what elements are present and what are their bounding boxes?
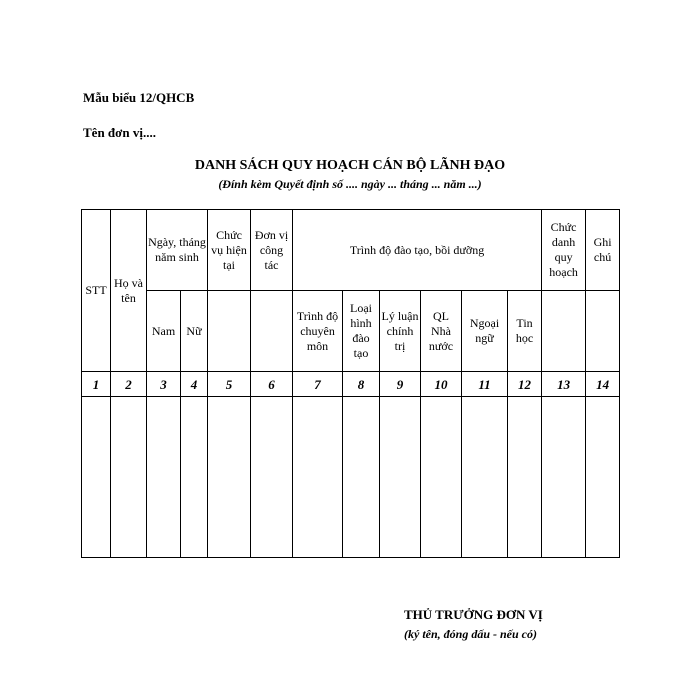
header-training-type: Loại hình đào tạo: [343, 291, 380, 372]
header-it: Tin học: [508, 291, 542, 372]
column-number: 1: [82, 372, 111, 397]
header-dob-female: Nữ: [181, 291, 208, 372]
data-cell[interactable]: [251, 397, 293, 558]
header-state-management: QL Nhà nước: [421, 291, 462, 372]
data-cell[interactable]: [343, 397, 380, 558]
header-stt: STT: [82, 210, 111, 372]
header-foreign-language: Ngoại ngữ: [462, 291, 508, 372]
data-cell[interactable]: [462, 397, 508, 558]
column-number: 2: [111, 372, 147, 397]
header-name: Họ và tên: [111, 210, 147, 372]
header-dob: Ngày, tháng năm sinh: [147, 210, 208, 291]
data-cell[interactable]: [380, 397, 421, 558]
column-number: 9: [380, 372, 421, 397]
cell-blank: [586, 291, 620, 372]
planning-table: [81, 209, 620, 558]
table-row: [82, 397, 620, 558]
document-subtitle: (Đính kèm Quyết định số .... ngày ... tháng ... năm ...): [218, 177, 482, 191]
data-cell[interactable]: [208, 397, 251, 558]
data-cell[interactable]: [586, 397, 620, 558]
cell-blank: [251, 291, 293, 372]
data-cell[interactable]: [293, 397, 343, 558]
signature-title: THỦ TRƯỞNG ĐƠN VỊ: [404, 607, 543, 622]
data-cell[interactable]: [111, 397, 147, 558]
header-training: Trình độ đào tạo, bồi dưỡng: [293, 210, 542, 291]
header-notes: Ghi chú: [586, 210, 620, 291]
header-political-theory: Lý luận chính trị: [380, 291, 421, 372]
header-position: Chức vụ hiện tại: [208, 210, 251, 291]
unit-name: Tên đơn vị....: [83, 125, 156, 140]
document-title: DANH SÁCH QUY HOẠCH CÁN BỘ LÃNH ĐẠO: [194, 158, 506, 173]
data-cell[interactable]: [82, 397, 111, 558]
header-unit: Đơn vị công tác: [251, 210, 293, 291]
header-specialty: Trình độ chuyên môn: [293, 291, 343, 372]
column-number: 12: [508, 372, 542, 397]
header-dob-male: Nam: [147, 291, 181, 372]
column-number: 6: [251, 372, 293, 397]
data-cell[interactable]: [181, 397, 208, 558]
cell-blank: [542, 291, 586, 372]
column-number: 13: [542, 372, 586, 397]
column-number: 7: [293, 372, 343, 397]
header-planned-title: Chức danh quy hoạch: [542, 210, 586, 291]
signature-note: (ký tên, đóng dấu - nếu có): [404, 627, 537, 641]
data-cell[interactable]: [421, 397, 462, 558]
column-number: 5: [208, 372, 251, 397]
column-number: 10: [421, 372, 462, 397]
column-number: 11: [462, 372, 508, 397]
data-cell[interactable]: [508, 397, 542, 558]
column-number: 8: [343, 372, 380, 397]
column-number: 4: [181, 372, 208, 397]
column-number: 3: [147, 372, 181, 397]
cell-blank: [208, 291, 251, 372]
data-cell[interactable]: [147, 397, 181, 558]
data-cell[interactable]: [542, 397, 586, 558]
column-number: 14: [586, 372, 620, 397]
form-code: Mẫu biểu 12/QHCB: [83, 90, 195, 105]
